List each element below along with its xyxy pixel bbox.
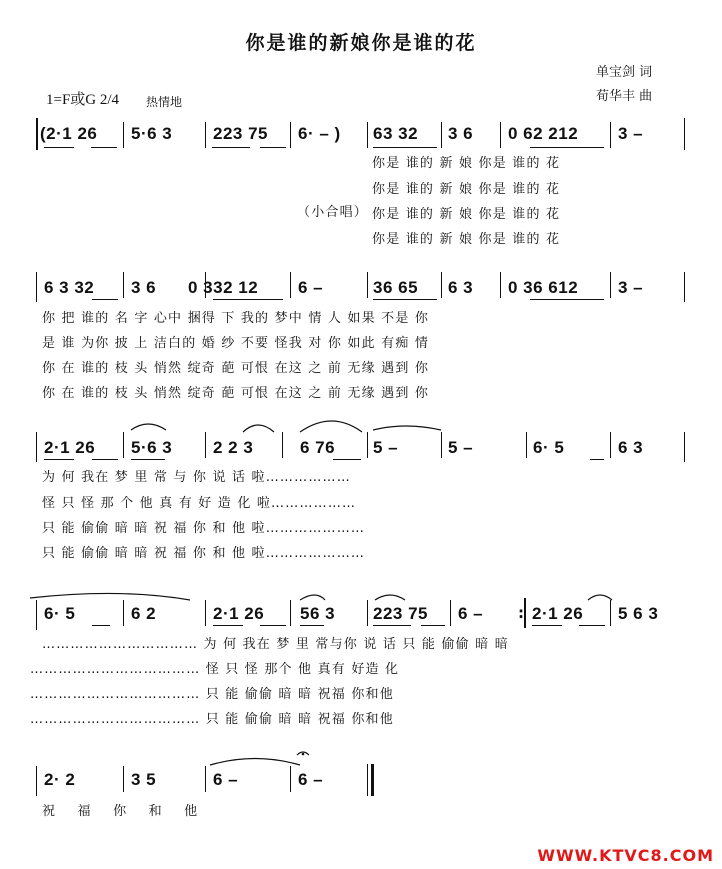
lyric-line: 你是 谁的 新 娘 你是 谁的 花 — [372, 232, 561, 247]
measure: 2·1 26 — [44, 438, 96, 457]
lyric-line: 祝 福 你 和 他 — [42, 804, 199, 819]
measure: 6 – — [298, 278, 324, 297]
measure: 2· 2 — [44, 770, 76, 789]
measure: 6 2 — [131, 604, 157, 623]
lyricist-credit: 单宝剑 词 — [596, 65, 653, 80]
composer-credit: 荀华丰 曲 — [596, 89, 653, 104]
measure: 6 3 — [448, 278, 474, 297]
measure: 5 6 3 — [618, 604, 659, 623]
measure: 6 – — [213, 770, 239, 789]
lyric-line: 你是 谁的 新 娘 你是 谁的 花 — [372, 182, 561, 197]
measure: 3 6 — [448, 124, 474, 143]
measure: 5 – — [373, 438, 399, 457]
measure: 6· 5 — [533, 438, 565, 457]
measure: 2 2 3 — [213, 438, 254, 457]
measure: 36 65 — [373, 278, 419, 297]
lyric-line: 你 把 谁的 名 字 心中 捆得 下 我的 梦中 情 人 如果 不是 你 — [42, 311, 430, 326]
lyric-line: 只 能 偷偷 暗 暗 祝 福 你 和 他 啦………………… — [42, 546, 366, 561]
lyric-line: 是 谁 为你 披 上 洁白的 婚 纱 不要 怪我 对 你 如此 有痴 情 — [42, 336, 430, 351]
measure: 6 76 — [300, 438, 336, 457]
tempo-marking: 热情地 — [146, 95, 183, 109]
measure: 6 3 — [618, 438, 644, 457]
key-signature: 1=F或G 2/4 — [46, 92, 120, 108]
measure: 6· – ) — [298, 124, 341, 143]
lyric-line: 你是 谁的 新 娘 你是 谁的 花 — [372, 207, 561, 222]
measure: 3 6 — [131, 278, 157, 297]
lyric-line: 你是 谁的 新 娘 你是 谁的 花 — [372, 156, 561, 171]
measure: 2·1 26 — [532, 604, 584, 623]
measure: 6 3 32 — [44, 278, 95, 297]
lyric-line: 只 能 偷偷 暗 暗 祝 福 你 和 他 啦………………… — [42, 521, 366, 536]
measure: 223 75 — [373, 604, 428, 623]
repeat-sign: : — [518, 604, 524, 622]
lyric-line: …………………………… 为 何 我在 梦 里 常与你 说 话 只 能 偷偷 暗 暗 — [42, 637, 509, 652]
measure: 56 3 — [300, 604, 336, 623]
measure: 223 75 — [213, 124, 268, 143]
song-title: 你是谁的新娘你是谁的花 — [245, 32, 477, 54]
lyric-line: 怪 只 怪 那 个 他 真 有 好 造 化 啦……………… — [42, 496, 357, 511]
measure: 2·1 26 — [213, 604, 265, 623]
measure: 0 62 212 — [508, 124, 579, 143]
measure: 3 – — [618, 278, 644, 297]
measure: 5 – — [448, 438, 474, 457]
lyric-line: ……………………………… 只 能 偷偷 暗 暗 祝福 你和他 — [30, 712, 394, 727]
site-watermark: WWW.KTVC8.COM — [537, 846, 714, 865]
measure: 63 32 — [373, 124, 419, 143]
lyric-line: ……………………………… 怪 只 怪 那个 他 真有 好造 化 — [30, 662, 400, 677]
lyric-line: 你 在 谁的 枝 头 悄然 绽奇 葩 可恨 在这 之 前 无缘 遇到 你 — [42, 361, 430, 376]
measure: 5·6 3 — [131, 438, 173, 457]
lyric-line: ……………………………… 只 能 偷偷 暗 暗 祝福 你和他 — [30, 687, 394, 702]
lyric-line: 你 在 谁的 枝 头 悄然 绽奇 葩 可恨 在这 之 前 无缘 遇到 你 — [42, 386, 430, 401]
chorus-mark: （小合唱） — [297, 205, 369, 220]
measure: (2·1 26 — [40, 124, 98, 143]
measure: 5·6 3 — [131, 124, 173, 143]
measure: 3 – — [618, 124, 644, 143]
measure: 0 332 12 — [188, 278, 259, 297]
lyric-line: 为 何 我在 梦 里 常 与 你 说 话 啦……………… — [42, 470, 351, 485]
measure: 0 36 612 — [508, 278, 579, 297]
measure: 6 – — [458, 604, 484, 623]
measure: 6· 5 — [44, 604, 76, 623]
measure: 3 5 — [131, 770, 157, 789]
measure: 6 – — [298, 770, 324, 789]
